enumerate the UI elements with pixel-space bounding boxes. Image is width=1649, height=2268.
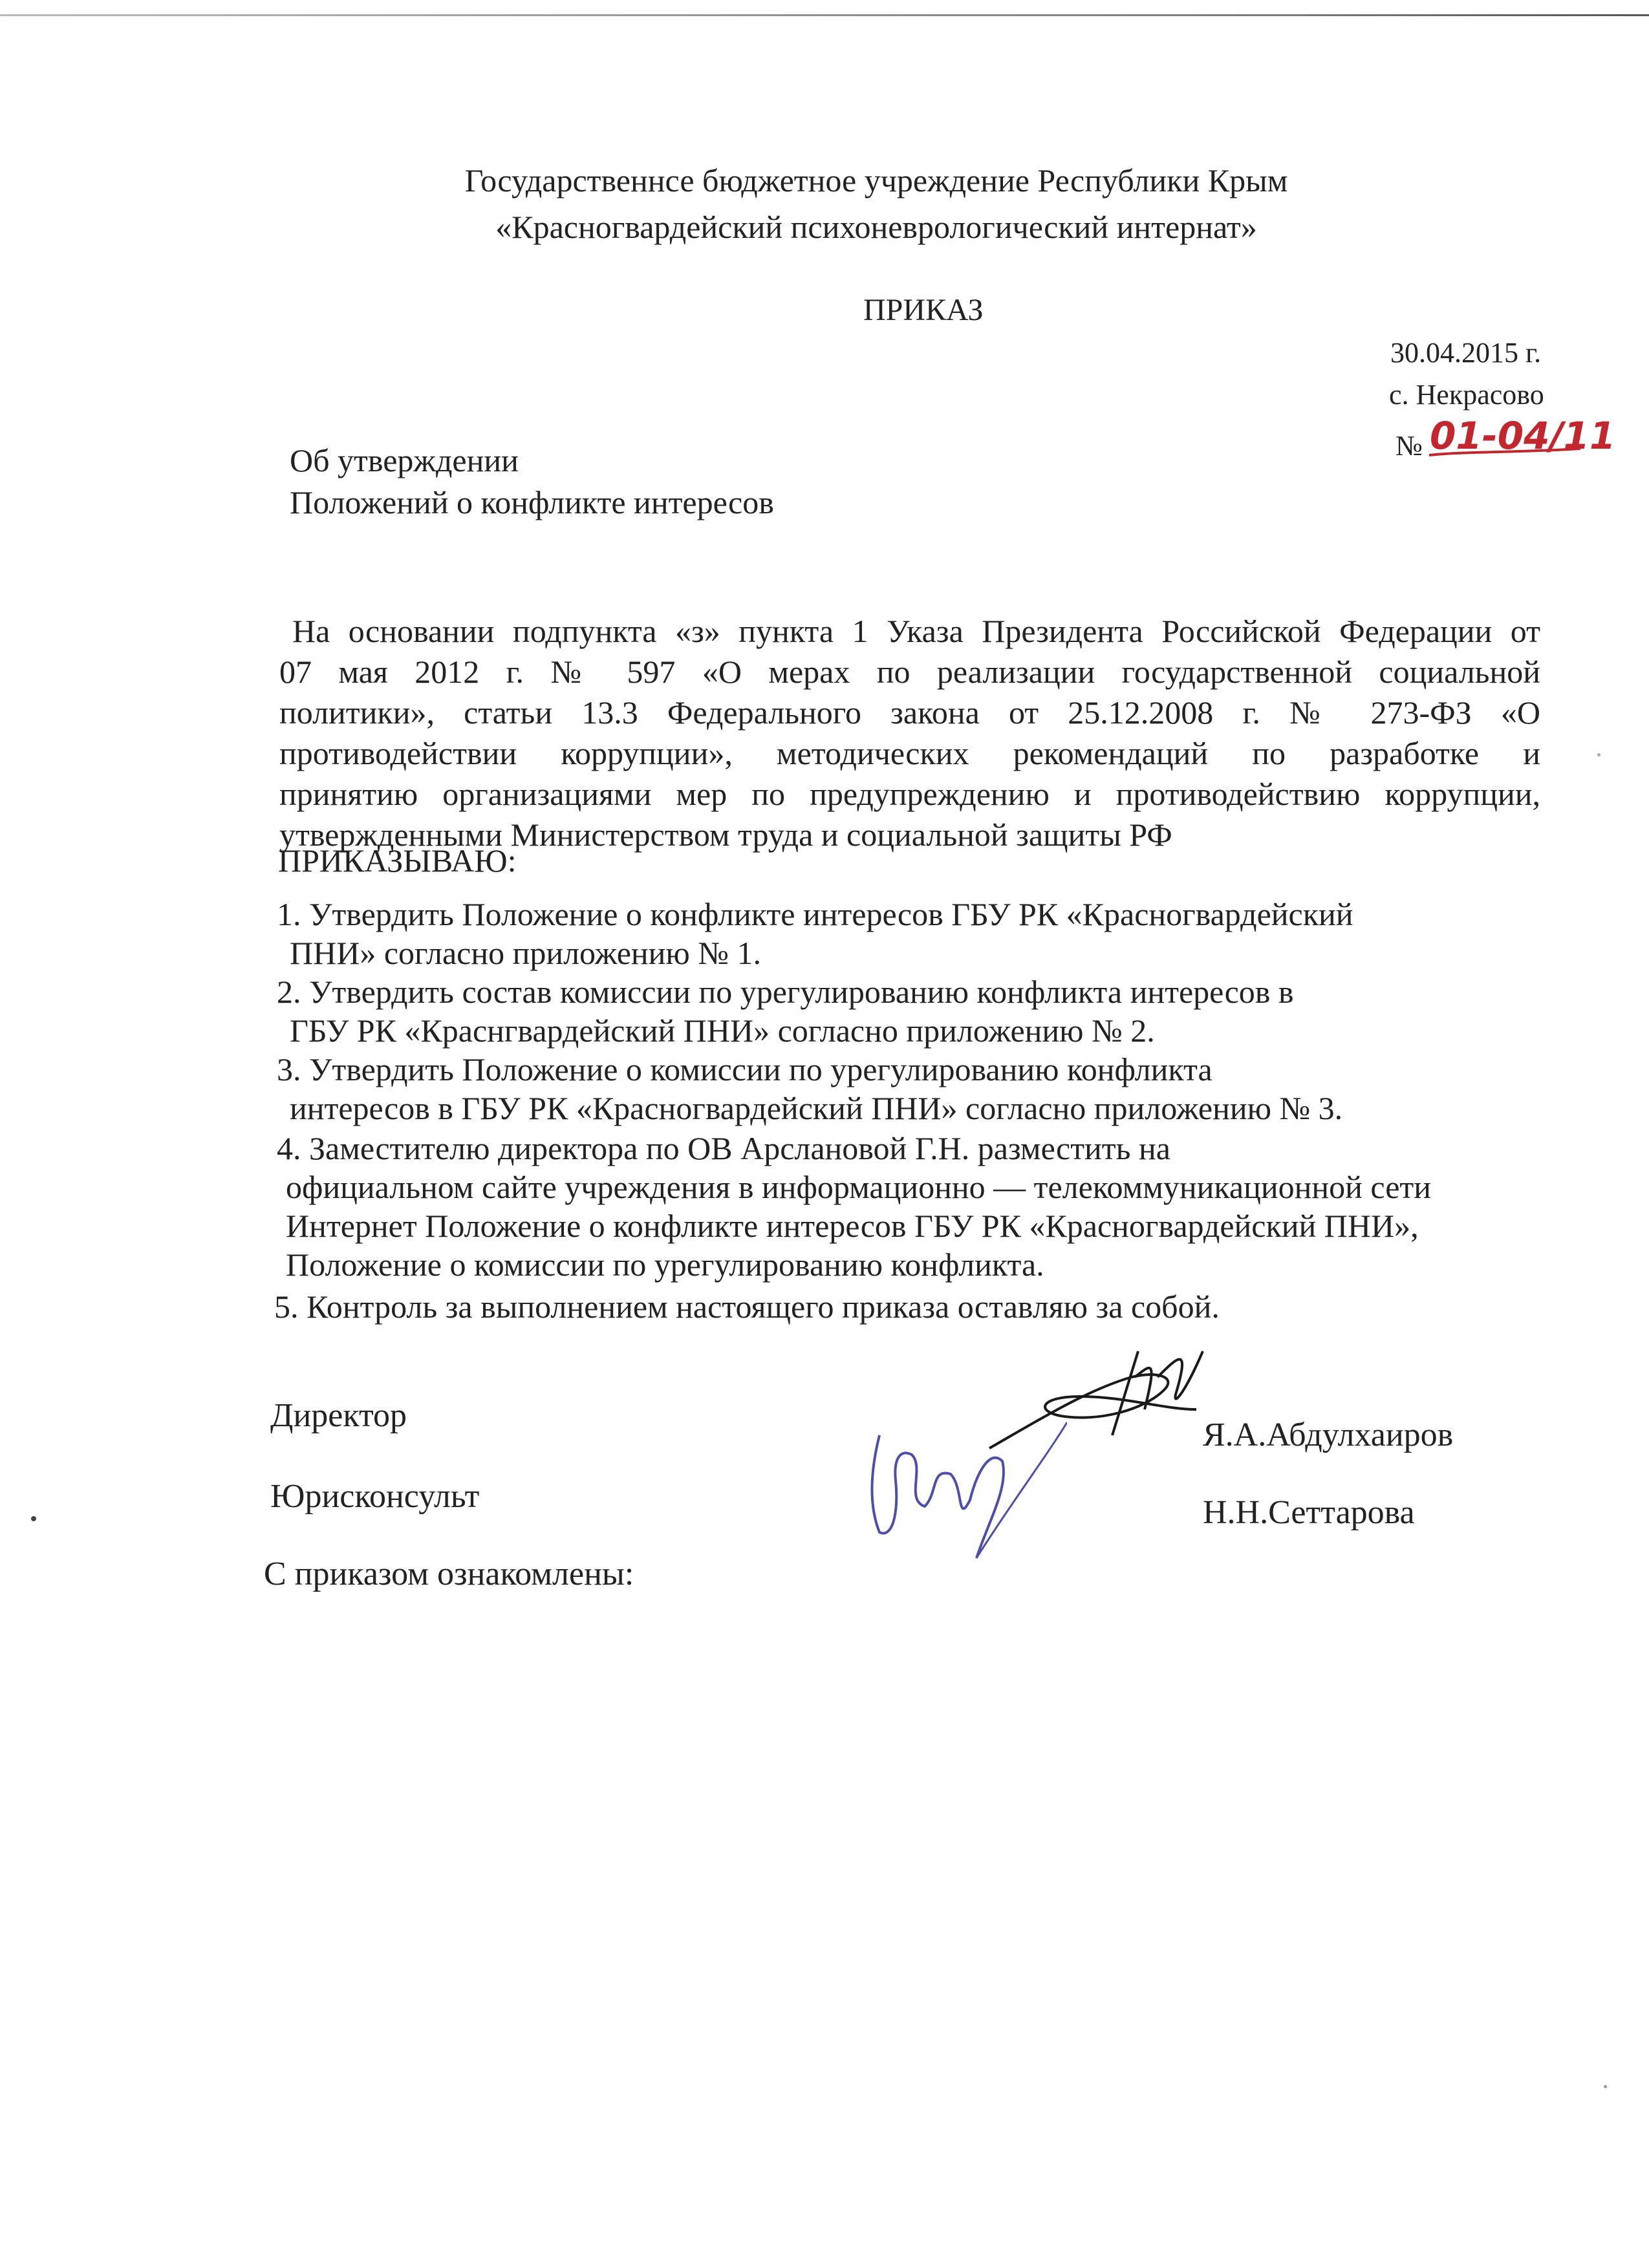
- preamble-line: утвержденными Министерством труда и социальной защиты РФ: [279, 817, 1172, 853]
- doc-title: ПРИКАЗ: [863, 293, 984, 327]
- preamble: [279, 611, 1540, 855]
- scan-speck: [1604, 2085, 1607, 2088]
- item-5-line1: 5. Контроль за выполнением настоящего приказа оставляю за собой.: [274, 1289, 1220, 1325]
- director-name: Я.А.Абдулхаиров: [1203, 1417, 1454, 1453]
- lawyer-name: Н.Н.Сеттарова: [1203, 1494, 1415, 1531]
- item-4-line1: 4. Заместителю директора по ОВ Арслановой Г.Н. разместить на: [277, 1130, 1170, 1166]
- lawyer-role: Юрисконсульт: [270, 1478, 480, 1515]
- item-3-line1: 3. Утвердить Положение о комиссии по урегулированию конфликта: [277, 1051, 1212, 1087]
- lawyer-signature: [860, 1409, 1067, 1590]
- org-name-line2: «Красногвардейский психоневрологический интернат»: [495, 209, 1257, 245]
- preamble-line: На основании подпункта «з» пункта 1 Указа Президента Российской Федерации от: [292, 613, 1540, 649]
- item-4-line2: официальном сайте учреждения в информационно — телекоммуникационной сети: [286, 1169, 1432, 1205]
- item-1-line1: 1. Утвердить Положение о конфликте интересов ГБУ РК «Красногвардейский: [277, 896, 1353, 932]
- scan-speck: [1597, 753, 1600, 756]
- doc-place: с. Некрасово: [1389, 379, 1544, 411]
- number-handwritten: 01-04/11: [1429, 414, 1616, 458]
- item-2-line2: ГБУ РК «Краснгвардейский ПНИ» согласно приложению № 2.: [290, 1012, 1155, 1049]
- item-1-line2: ПНИ» согласно приложению № 1.: [290, 935, 761, 971]
- order-word: ПРИКАЗЫВАЮ:: [278, 842, 517, 879]
- acquainted-label: С приказом ознакомлены:: [264, 1556, 634, 1592]
- doc-date: 30.04.2015 г.: [1390, 337, 1542, 369]
- preamble-line: политики», статьи 13.3 Федерального закона от 25.12.2008 г. № 273-ФЗ «О: [279, 694, 1540, 731]
- director-role: Директор: [270, 1397, 407, 1434]
- number-prefix: №: [1396, 430, 1423, 462]
- preamble-line: принятию организациями мер по предупреждению и противодействию коррупции,: [279, 776, 1540, 812]
- number-underline: [1428, 446, 1583, 459]
- subject-line2: Положений о конфликте интересов: [290, 484, 774, 520]
- scan-speck: [31, 1516, 36, 1521]
- preamble-line: противодействии коррупции», методических рекомендаций по разработке и: [279, 735, 1540, 771]
- item-2-line1: 2. Утвердить состав комиссии по урегулированию конфликта интересов в: [277, 974, 1294, 1010]
- subject-line1: Об утверждении: [290, 442, 519, 478]
- org-name-line1: Государственнсе бюджетное учреждение Республики Крым: [464, 162, 1288, 198]
- preamble-line: 07 мая 2012 г. № 597 «О мерах по реализации государственной социальной: [279, 654, 1540, 690]
- scan-top-edge: [0, 14, 1649, 16]
- item-4-line3: Интернет Положение о конфликте интересов ГБУ РК «Красногвардейский ПНИ»,: [286, 1208, 1419, 1244]
- item-4-line4: Положение о комиссии по урегулированию конфликта.: [286, 1246, 1044, 1283]
- item-3-line2: интересов в ГБУ РК «Красногвардейский ПНИ» согласно приложению № 3.: [290, 1090, 1343, 1126]
